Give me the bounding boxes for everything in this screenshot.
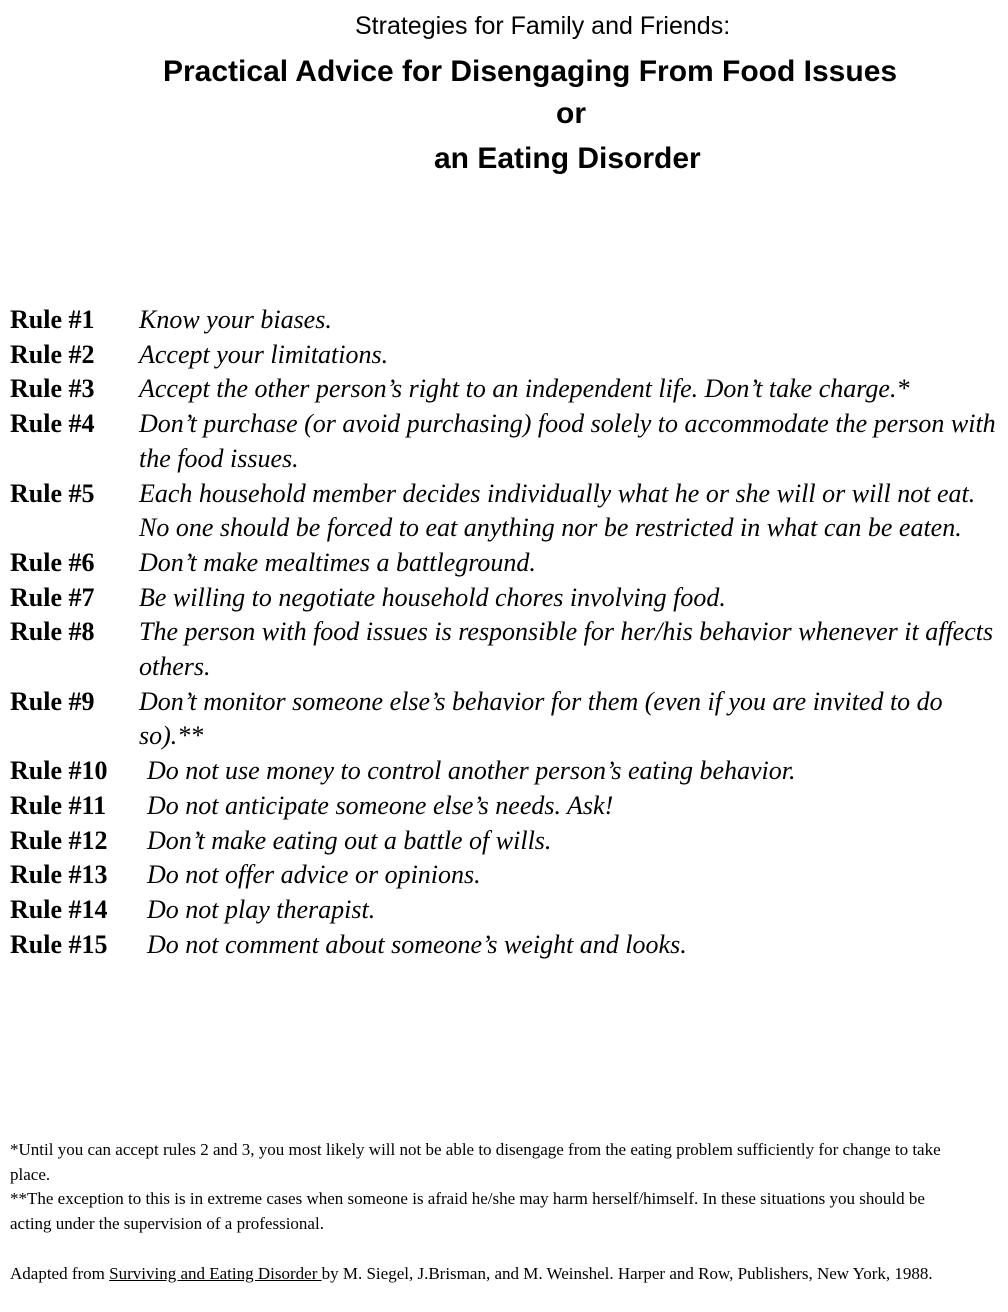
rule-item: [0, 407, 1008, 476]
rule-item: [0, 858, 1008, 893]
rule-label: Rule #4: [10, 409, 95, 439]
document-title-line-2: or: [556, 97, 586, 130]
rule-text: Each household member decides individually what he or she will or will not eat. No one should be forced to eat anything nor be restricted in what can be eaten.: [139, 478, 976, 543]
rule-label: Rule #7: [10, 582, 95, 612]
rule-label: Rule #11: [10, 790, 107, 820]
rule-text: Don’t make mealtimes a battleground.: [139, 547, 536, 577]
rule-item: [0, 477, 1008, 546]
rule-label: Rule #13: [10, 860, 108, 890]
rule-label: Rule #14: [10, 894, 108, 924]
rule-text: Don’t make eating out a battle of wills.: [147, 825, 552, 855]
rule-label: Rule #9: [10, 686, 95, 716]
rule-label: Rule #12: [10, 825, 108, 855]
rule-item: [0, 581, 1008, 616]
rule-text: Know your biases.: [139, 305, 332, 334]
rule-item: [0, 338, 1008, 373]
rule-text: Be willing to negotiate household chores involving food.: [139, 582, 726, 612]
footnote-1: *Until you can accept rules 2 and 3, you most likely will not be able to disengage from the eating problem sufficiently for change to take place.: [10, 1140, 941, 1184]
footnotes: [10, 1138, 970, 1236]
rule-item: [0, 372, 1008, 407]
rule-text: Accept the other person’s right to an independent life. Don’t take charge.*: [139, 374, 910, 404]
source-suffix: by M. Siegel, J.Brisman, and M. Weinshel. Harper and Row, Publishers, New York, 1988.: [321, 1264, 933, 1283]
rule-text: Do not offer advice or opinions.: [147, 860, 481, 890]
rule-label: Rule #8: [10, 617, 95, 647]
rules-list: [0, 303, 1008, 962]
source-citation: [10, 1262, 970, 1287]
rule-item: [0, 685, 1008, 754]
document-header: [0, 0, 1008, 200]
rule-text: Do not play therapist.: [147, 894, 376, 924]
rule-label: Rule #10: [10, 756, 108, 786]
rule-item: [0, 928, 1008, 963]
rule-text: Do not comment about someone’s weight and looks.: [147, 929, 687, 959]
rule-item: [0, 615, 1008, 684]
footnote-2: **The exception to this is in extreme cases when someone is afraid he/she may harm herself/himself. In these situations you should be acting under the supervision of a professional.: [10, 1189, 925, 1233]
rule-item: [0, 789, 1008, 824]
rule-text: Accept your limitations.: [139, 339, 389, 369]
rule-item: [0, 303, 1008, 338]
rule-item: [0, 893, 1008, 928]
document-title-line-3: an Eating Disorder: [434, 142, 701, 175]
document-subtitle: Strategies for Family and Friends:: [355, 12, 731, 40]
rule-item: [0, 824, 1008, 859]
rule-text: Do not anticipate someone else’s needs. Ask!: [147, 790, 614, 820]
source-prefix: Adapted from: [10, 1264, 110, 1283]
rule-label: Rule #2: [10, 339, 95, 369]
rule-label: Rule #1: [10, 305, 95, 334]
rule-label: Rule #6: [10, 547, 95, 577]
rule-label: Rule #5: [10, 478, 95, 508]
rule-text: The person with food issues is responsible for her/his behavior whenever it affects others.: [139, 617, 994, 682]
rule-item: [0, 546, 1008, 581]
rule-text: Don’t purchase (or avoid purchasing) food solely to accommodate the person with the food issues.: [139, 409, 996, 473]
rule-label: Rule #3: [10, 374, 95, 404]
document-title-line-1: Practical Advice for Disengaging From Food Issues: [163, 55, 898, 88]
rule-label: Rule #15: [10, 929, 108, 959]
source-book-title: Surviving and Eating Disorder: [109, 1264, 322, 1283]
rule-text: Don’t monitor someone else’s behavior for them (even if you are invited to do so).**: [139, 686, 943, 751]
rule-text: Do not use money to control another person’s eating behavior.: [147, 756, 796, 786]
rule-item: [0, 754, 1008, 789]
